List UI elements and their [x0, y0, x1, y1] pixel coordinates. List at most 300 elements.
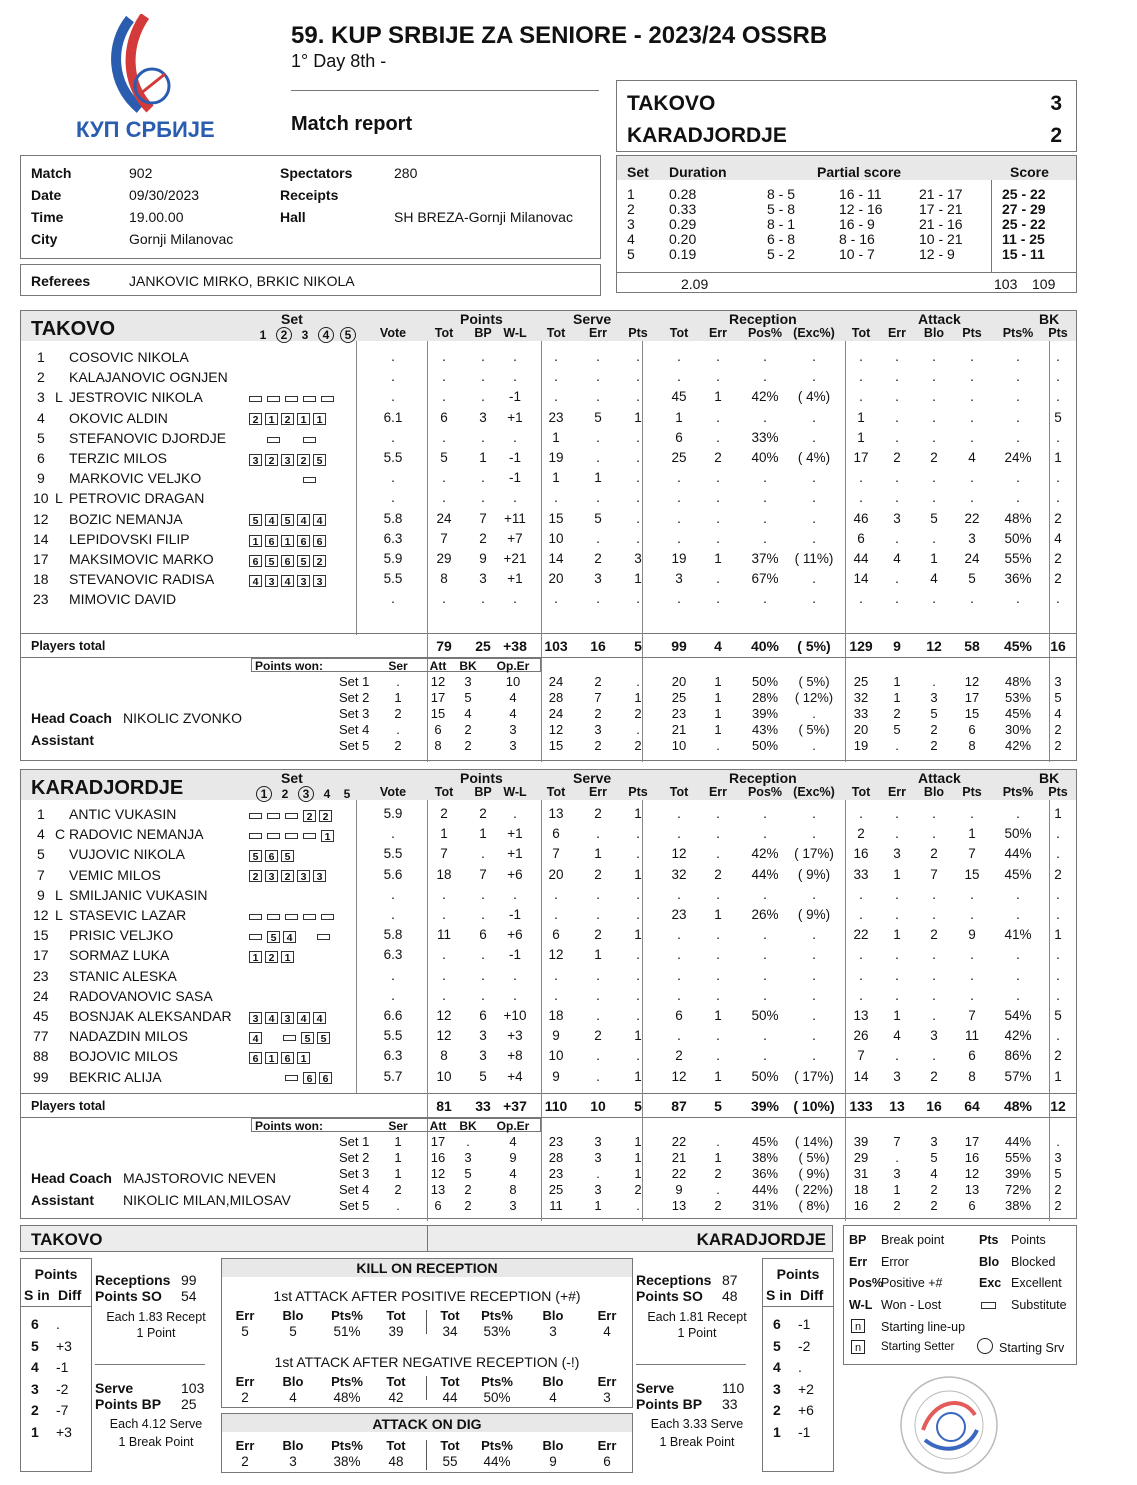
stat-cell: .	[895, 409, 899, 425]
stat-cell: .	[513, 591, 517, 607]
set-stat-cell: 4	[1054, 706, 1062, 721]
totals-line	[21, 657, 1076, 658]
dig-value: 48	[388, 1454, 404, 1469]
starting-position: 5	[265, 555, 278, 567]
stat-cell: 26%	[751, 907, 779, 922]
head-coach-name: NIKOLIC ZVONKO	[123, 710, 243, 726]
stat-cell: .	[763, 806, 767, 821]
player-set-lineup	[249, 512, 329, 530]
col-head: Pts%	[1002, 326, 1034, 340]
stat-cell: .	[716, 846, 720, 862]
negative-attack-value: 42	[388, 1390, 404, 1405]
set-row-cell: 0.29	[669, 216, 697, 232]
set-stat-cell: 2	[893, 1198, 901, 1213]
set-label: Set 5	[339, 738, 370, 753]
set-stat-cell: 1	[634, 690, 642, 705]
total-cell: 40%	[750, 638, 780, 654]
stat-cell: 5.8	[383, 927, 403, 943]
total-cell: +37	[503, 1098, 527, 1114]
points-won-cell: .	[396, 722, 400, 737]
stat-cell: .	[763, 927, 767, 943]
positive-attack-head: Err	[235, 1308, 255, 1323]
stat-cell: ( 4%)	[797, 450, 831, 465]
stat-cell: .	[763, 349, 767, 364]
points-won-cell: 6	[434, 1198, 442, 1213]
starting-position: 2	[281, 870, 294, 882]
player-set-lineup	[249, 928, 335, 946]
player-number: 2	[37, 369, 45, 386]
stat-cell: .	[716, 369, 720, 385]
stat-cell: .	[513, 806, 517, 821]
set-stat-cell: .	[636, 674, 640, 689]
stat-cell: .	[481, 369, 485, 385]
stat-cell: 22	[853, 927, 869, 943]
match-time: 19.00.00	[129, 209, 184, 225]
total-cell: 10	[590, 1098, 606, 1114]
negative-attack-head: Tot	[386, 1374, 406, 1389]
stat-cell: 6.3	[383, 947, 403, 963]
points-won-head: Ser	[388, 659, 408, 673]
stat-cell: +6	[507, 866, 523, 882]
stat-cell: .	[442, 349, 446, 364]
set-row-cell: 11 - 25	[1002, 231, 1045, 247]
set-number-header	[253, 327, 359, 343]
stat-cell: 5.5	[383, 571, 403, 587]
stat-cell: 7	[479, 866, 487, 882]
stat-cell: .	[442, 967, 446, 983]
set-stat-cell: 1	[893, 1182, 901, 1197]
col-head: Tot	[669, 785, 689, 799]
stat-cell: 2	[930, 1068, 938, 1084]
stat-cell: .	[513, 369, 517, 385]
points-so-value: 54	[181, 1288, 197, 1304]
stat-cell: 1	[968, 826, 976, 842]
substitute-icon	[249, 934, 262, 940]
stat-cell: 5	[440, 450, 448, 465]
stat-cell: 1	[594, 470, 602, 486]
stat-cell: 5.7	[383, 1068, 403, 1084]
set-stat-cell: .	[895, 738, 899, 753]
stat-cell: ( 11%)	[794, 551, 834, 566]
stat-cell: .	[716, 490, 720, 506]
match-info-box	[20, 155, 601, 259]
stat-cell: 44%	[751, 866, 779, 882]
starting-serve-icon	[977, 1338, 993, 1354]
stat-cell: .	[596, 1008, 600, 1023]
set-row-cell: 5 - 2	[767, 246, 796, 262]
stat-cell: .	[859, 349, 863, 364]
substitute-icon	[321, 396, 334, 402]
negative-attack-title: 1st ATTACK AFTER NEGATIVE RECEPTION (-!)	[274, 1354, 580, 1370]
stat-cell: ( 17%)	[794, 1068, 834, 1084]
stat-cell: 25	[671, 450, 687, 465]
stat-cell: 22	[964, 510, 980, 526]
stat-cell: 2	[594, 1028, 602, 1044]
set-stat-cell: .	[716, 1134, 720, 1149]
set-stat-cell: 4	[930, 1166, 938, 1181]
set-label: Set 4	[339, 1182, 370, 1197]
stat-cell: .	[596, 490, 600, 506]
player-name: PETROVIC DRAGAN	[69, 490, 205, 507]
negative-attack-value: 4	[549, 1390, 557, 1405]
stat-cell: .	[1056, 826, 1060, 842]
match-number: 902	[129, 165, 153, 181]
starting-position: 5	[249, 850, 262, 862]
col-head: (Exc%)	[793, 785, 835, 799]
stat-cell: 1	[634, 806, 642, 821]
stat-cell: .	[636, 429, 640, 445]
stat-cell: .	[932, 886, 936, 902]
receptions-label: Receptions	[636, 1272, 712, 1288]
stat-cell: .	[970, 490, 974, 506]
stat-cell: .	[932, 591, 936, 607]
col-head: Pts	[1048, 785, 1068, 799]
stat-cell: .	[716, 530, 720, 546]
rotation-serve: 1	[31, 1423, 39, 1440]
player-set-lineup	[249, 807, 335, 825]
receipts-label: Receipts	[280, 187, 339, 203]
col-group-attack: Attack	[918, 770, 961, 786]
stat-cell: .	[1056, 967, 1060, 983]
set-stat-cell: 43%	[751, 722, 779, 737]
player-name: SORMAZ LUKA	[69, 947, 170, 964]
stat-cell: 24%	[1004, 450, 1032, 465]
rotation-diff: -2	[798, 1337, 811, 1354]
head-coach-label: Head Coach	[31, 710, 112, 726]
stat-cell: .	[442, 490, 446, 506]
stat-cell: .	[859, 886, 863, 902]
set-stat-cell: 1	[714, 706, 722, 721]
starting-position: 3	[313, 870, 326, 882]
stat-cell: 10	[548, 1048, 564, 1064]
stat-cell: .	[481, 389, 485, 405]
player-set-lineup	[249, 532, 329, 550]
set-number: 3	[301, 328, 309, 342]
set-number: 1	[259, 328, 267, 342]
stat-cell: -1	[508, 947, 521, 963]
stat-cell: .	[636, 530, 640, 546]
total-duration: 2.09	[681, 276, 709, 292]
set-stat-cell: 39%	[1004, 1166, 1032, 1181]
col-head: W-L	[503, 785, 527, 799]
positive-attack-head: Pts%	[331, 1308, 363, 1323]
col-head: Err	[708, 785, 728, 799]
total-cell: 48%	[1003, 1098, 1033, 1114]
set-stat-cell: 1	[893, 674, 901, 689]
negative-attack-head: Tot	[440, 1374, 460, 1389]
player-number: 12	[33, 510, 49, 527]
stat-cell: .	[716, 510, 720, 526]
points-won-cell: 10	[505, 674, 521, 689]
substitute-icon	[267, 396, 280, 402]
stat-cell: 1	[552, 470, 560, 486]
points-won-cell: 17	[430, 1134, 446, 1149]
stat-cell: 1	[893, 866, 901, 882]
rotation-serve: 3	[773, 1380, 781, 1397]
set-stat-cell: 3	[594, 722, 602, 737]
player-role: L	[55, 490, 63, 507]
starting-position: 5	[249, 514, 262, 526]
federation-seal	[893, 1370, 1005, 1480]
player-name: OKOVIC ALDIN	[69, 409, 168, 426]
stat-cell: .	[895, 947, 899, 963]
player-number: 7	[37, 866, 45, 883]
positive-attack-title: 1st ATTACK AFTER POSITIVE RECEPTION (+#)	[273, 1288, 581, 1304]
away-team-stats	[20, 769, 1077, 1219]
total-cell: 87	[671, 1098, 687, 1114]
stat-cell: .	[895, 389, 899, 405]
set-stat-cell: .	[596, 1166, 600, 1181]
legend-abbr: W-L	[849, 1297, 873, 1312]
stat-cell: 2	[594, 806, 602, 821]
set-row-cell: 8 - 5	[767, 186, 796, 202]
legend-abbr: Err	[849, 1254, 868, 1269]
stat-cell: .	[677, 927, 681, 943]
dig-head: Err	[597, 1438, 617, 1453]
stat-cell: 13	[548, 806, 564, 821]
player-number: 88	[33, 1048, 49, 1065]
stat-cell: .	[716, 927, 720, 943]
col-head: BP	[474, 785, 492, 799]
stat-cell: 8	[440, 1048, 448, 1064]
stat-cell: .	[677, 369, 681, 385]
stat-cell: 2	[930, 450, 938, 465]
stat-cell: .	[391, 470, 395, 486]
set-stat-cell: 32	[853, 690, 869, 705]
stat-cell: .	[932, 369, 936, 385]
starting-position: 1	[281, 535, 294, 547]
stat-cell: 3	[479, 571, 487, 587]
stat-cell: .	[1056, 987, 1060, 1003]
set-stat-cell: 29	[853, 1150, 869, 1165]
set-row-cell: 16 - 9	[839, 216, 875, 232]
starting-position: 3	[297, 870, 310, 882]
stat-cell: .	[1016, 947, 1020, 963]
stat-cell: .	[554, 490, 558, 506]
set-stat-cell: 36%	[751, 1166, 779, 1181]
points-won-cell: 3	[509, 1198, 517, 1213]
stat-cell: +3	[507, 1028, 523, 1044]
set-stat-cell: 28	[548, 690, 564, 705]
stat-cell: .	[636, 907, 640, 922]
stat-cell: .	[596, 987, 600, 1003]
stat-cell: .	[636, 826, 640, 842]
stat-cell: .	[763, 1048, 767, 1064]
reception-point: 1 Point	[136, 1326, 176, 1340]
stat-cell: 55%	[1004, 551, 1032, 566]
stat-cell: .	[1056, 947, 1060, 963]
summary-home-name: TAKOVO	[31, 1230, 103, 1249]
set-number: 2	[281, 787, 289, 801]
starting-position: 4	[297, 514, 310, 526]
starting-position: 5	[301, 1032, 314, 1044]
set-stat-cell: 23	[671, 706, 687, 721]
stat-cell: .	[1056, 886, 1060, 902]
stat-cell: 1	[1054, 927, 1062, 943]
stat-cell: .	[1056, 429, 1060, 445]
set-number: 4	[323, 787, 331, 801]
home-team-name: TAKOVO	[627, 92, 716, 115]
stat-cell: 33%	[751, 429, 779, 445]
stat-cell: .	[895, 591, 899, 607]
rotation-diff: -7	[56, 1402, 69, 1418]
starting-position: 1	[281, 951, 294, 963]
set-row-cell: 10 - 7	[839, 246, 875, 262]
player-name: VEMIC MILOS	[69, 866, 161, 883]
substitute-icon	[267, 813, 280, 819]
starting-position: 4	[313, 1012, 326, 1024]
col-group-points: Points	[460, 311, 503, 327]
home-team-stats	[20, 310, 1077, 761]
starting-setter-icon: n	[851, 1340, 865, 1354]
match-report-label: Match report	[291, 113, 413, 135]
points-won-cell: 2	[394, 706, 402, 721]
stat-cell: 32	[671, 866, 687, 882]
stat-cell: .	[895, 907, 899, 922]
stat-cell: .	[481, 987, 485, 1003]
stat-cell: .	[763, 826, 767, 842]
summary-divider	[95, 1364, 205, 1365]
set-stat-cell: 1	[714, 1150, 722, 1165]
stat-cell: 23	[548, 409, 564, 425]
starting-position: 4	[265, 1012, 278, 1024]
set-stat-cell: 17	[964, 690, 980, 705]
stat-cell: 2	[479, 806, 487, 821]
total-points-home: 103	[994, 276, 1018, 292]
rotation-diff: -1	[798, 1316, 811, 1332]
col-divider	[356, 800, 357, 1093]
stat-cell: .	[1016, 987, 1020, 1003]
set-stat-cell: 16	[964, 1150, 980, 1165]
referees-label: Referees	[31, 273, 91, 289]
points-won-head: Att	[429, 1119, 447, 1133]
stat-cell: .	[970, 429, 974, 445]
set-row-cell: 2	[627, 201, 635, 217]
spectators-value: 280	[394, 165, 418, 181]
stat-cell: .	[763, 591, 767, 607]
set-stat-cell: 5	[893, 722, 901, 737]
stat-cell: .	[481, 349, 485, 364]
starting-position: 2	[313, 555, 326, 567]
set-stat-cell: .	[932, 674, 936, 689]
stat-cell: .	[812, 1008, 816, 1023]
set-number: 4	[318, 327, 334, 343]
total-cell: 110	[544, 1098, 568, 1114]
stat-cell: .	[812, 927, 816, 943]
player-number: 1	[37, 806, 45, 822]
stat-cell: 46	[853, 510, 869, 526]
legend-abbr: BP	[849, 1233, 867, 1247]
stat-cell: 5.6	[383, 866, 403, 882]
stat-cell: 1	[634, 1068, 642, 1084]
stat-cell: 36%	[1004, 571, 1032, 587]
stat-cell: 20	[548, 571, 564, 587]
negative-attack-head: Err	[597, 1374, 617, 1389]
stat-cell: 3	[594, 571, 602, 587]
stat-cell: .	[970, 470, 974, 486]
stat-cell: 3	[479, 1028, 487, 1044]
substitute-icon	[267, 833, 280, 839]
stat-cell: .	[554, 967, 558, 983]
negative-attack-head: Err	[235, 1374, 255, 1389]
stat-cell: 3	[968, 530, 976, 546]
col-group-set: Set	[281, 770, 303, 786]
set-stat-cell: 48%	[1004, 674, 1032, 689]
stat-cell: 6	[675, 1008, 683, 1023]
player-role: L	[55, 886, 63, 903]
set-row-cell: 0.20	[669, 231, 697, 247]
stat-cell: .	[596, 429, 600, 445]
stat-cell: ( 9%)	[797, 907, 831, 922]
starting-position: 5	[267, 931, 280, 943]
stat-cell: 54%	[1004, 1008, 1032, 1023]
player-number: 5	[37, 429, 45, 446]
stat-cell: .	[895, 826, 899, 842]
city-label: City	[31, 231, 58, 247]
stat-cell: +11	[504, 510, 526, 526]
substitute-icon	[285, 914, 298, 920]
stat-cell: ( 9%)	[797, 866, 831, 882]
set-stat-cell: .	[895, 1150, 899, 1165]
set-stat-cell: 7	[594, 690, 602, 705]
stat-cell: 7	[930, 866, 938, 882]
stat-cell: .	[763, 886, 767, 902]
player-set-lineup	[249, 1029, 333, 1047]
each-serve: Each 3.33 Serve	[650, 1417, 744, 1431]
col-head: (Exc%)	[793, 326, 835, 340]
rotation-diff: .	[56, 1316, 60, 1332]
set-stat-cell: 9	[675, 1182, 683, 1197]
stat-cell: .	[716, 806, 720, 821]
stat-cell: 29	[436, 551, 452, 566]
stat-cell: 2	[440, 806, 448, 821]
col-head: Vote	[379, 326, 407, 340]
set-stat-cell: 2	[893, 706, 901, 721]
stat-cell: .	[812, 429, 816, 445]
stat-cell: 26	[853, 1028, 869, 1044]
set-stat-cell: 5	[1054, 1166, 1062, 1181]
starting-position: 3	[265, 870, 278, 882]
starting-position: 4	[313, 514, 326, 526]
stat-cell: .	[859, 907, 863, 922]
player-name: BEKRIC ALIJA	[69, 1068, 162, 1085]
stat-cell: 67%	[751, 571, 779, 587]
points-won-cell: 2	[394, 1182, 402, 1197]
col-head: Tot	[434, 326, 454, 340]
player-number: 5	[37, 846, 45, 863]
stat-cell: .	[596, 967, 600, 983]
stat-cell: .	[932, 806, 936, 821]
stat-cell: .	[1016, 369, 1020, 385]
stat-cell: .	[677, 826, 681, 842]
points-bp-value: 25	[181, 1396, 197, 1412]
stat-cell: .	[596, 530, 600, 546]
stat-cell: .	[554, 987, 558, 1003]
stat-cell: 12	[671, 1068, 687, 1084]
stat-cell: 5	[479, 1068, 487, 1084]
positive-attack-value: 5	[241, 1324, 249, 1339]
total-cell: 16	[926, 1098, 942, 1114]
legend-desc: Error	[881, 1254, 909, 1269]
dig-head: Blo	[282, 1438, 304, 1453]
total-cell: 99	[671, 638, 687, 654]
positive-attack-value: 51%	[333, 1324, 361, 1339]
set-stat-cell: 72%	[1004, 1182, 1032, 1197]
dig-head: Blo	[542, 1438, 564, 1453]
stat-cell: 50%	[1004, 826, 1032, 842]
stat-cell: 1	[714, 551, 722, 566]
rotation-title: Points	[776, 1266, 820, 1282]
